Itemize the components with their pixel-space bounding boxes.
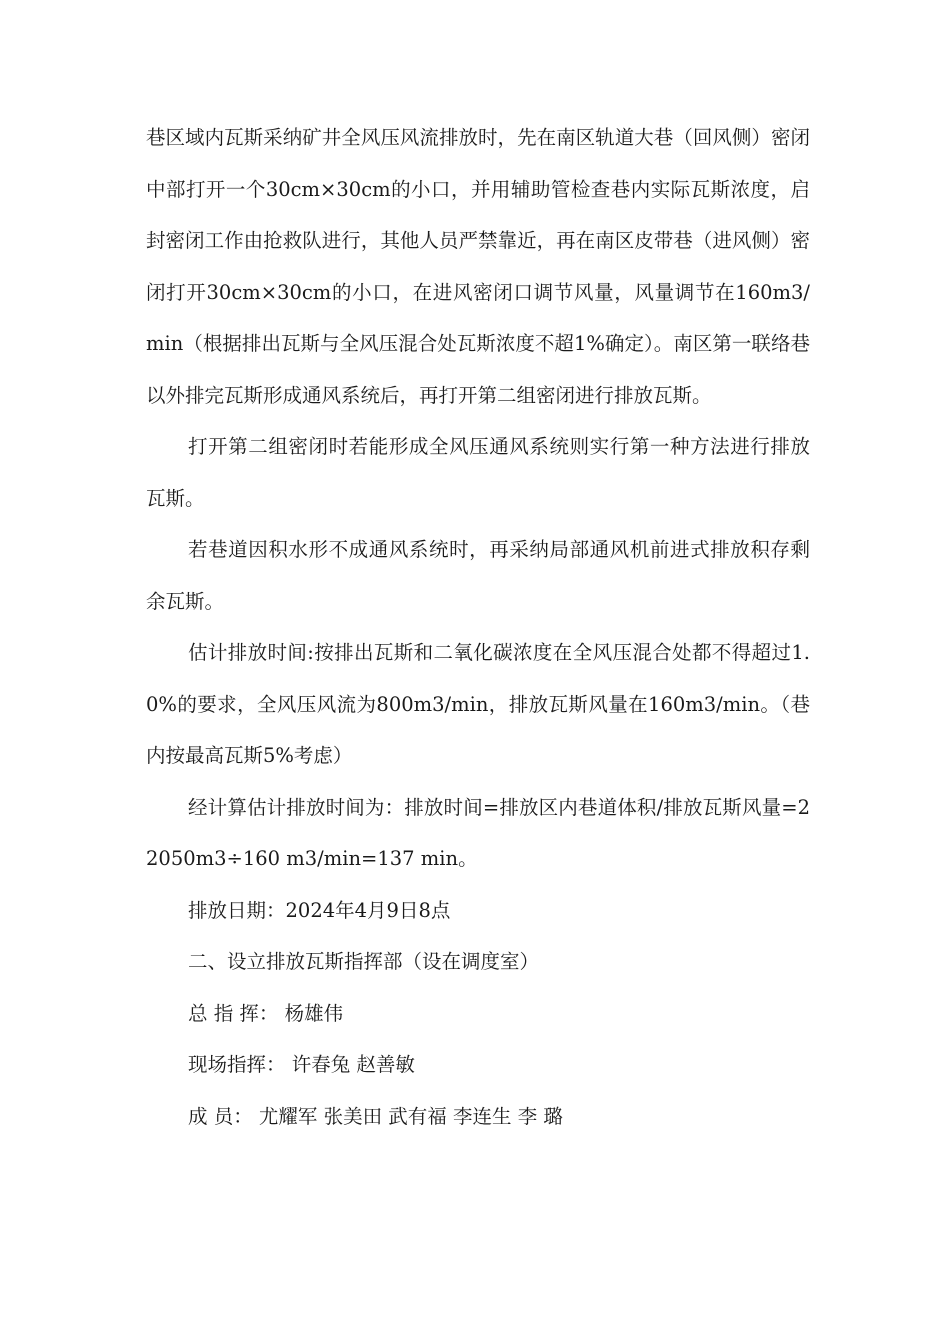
paragraph-local-fan: 若巷道因积水形不成通风系统时，再采纳局部通风机前进式排放积存剩余瓦斯。 — [146, 538, 810, 613]
commander-line: 总 指 挥： 杨雄伟 — [188, 1001, 344, 1025]
section-heading-command: 二、设立排放瓦斯指挥部（设在调度室） — [188, 950, 540, 973]
field-commander-line: 现场指挥： 许春兔 赵善敏 — [188, 1053, 415, 1076]
paragraph-discharge-date: 排放日期：2024年4月9日8点 — [188, 898, 451, 922]
paragraph-gas-discharge-procedure: 巷区域内瓦斯采纳矿井全风压风流排放时，先在南区轨道大巷（回风侧）密闭中部打开一个30cm×30cm的小口，并用辅助管检查巷内实际瓦斯浓度，启封密闭工作由抢救队进行，其他人员严禁靠近，再在南区皮带巷（进风侧）密闭打开30cm×30cm的小口，在进风密闭口调节风量，风量调节在160m3/min（根据排出瓦斯与全风压混合处瓦斯浓度不超1%确定）。南区第一联络巷以外排完瓦斯形成通风系统后，再打开第二组密闭进行排放瓦斯。 — [146, 126, 810, 407]
paragraph-second-seal: 打开第二组密闭时若能形成全风压通风系统则实行第一种方法进行排放瓦斯。 — [146, 435, 810, 510]
paragraph-estimated-time: 估计排放时间:按排出瓦斯和二氧化碳浓度在全风压混合处都不得超过1.0%的要求，全风压风流为800m3/min，排放瓦斯风量在160m3/min。（巷内按最高瓦斯5%考虑） — [146, 641, 810, 767]
paragraph-calculation: 经计算估计排放时间为：排放时间=排放区内巷道体积/排放瓦斯风量=22050m3÷160 m3/min=137 min。 — [146, 795, 810, 870]
members-line: 成 员： 尤耀军 张美田 武有福 李连生 李 璐 — [188, 1104, 563, 1128]
document-body — [146, 112, 810, 1142]
